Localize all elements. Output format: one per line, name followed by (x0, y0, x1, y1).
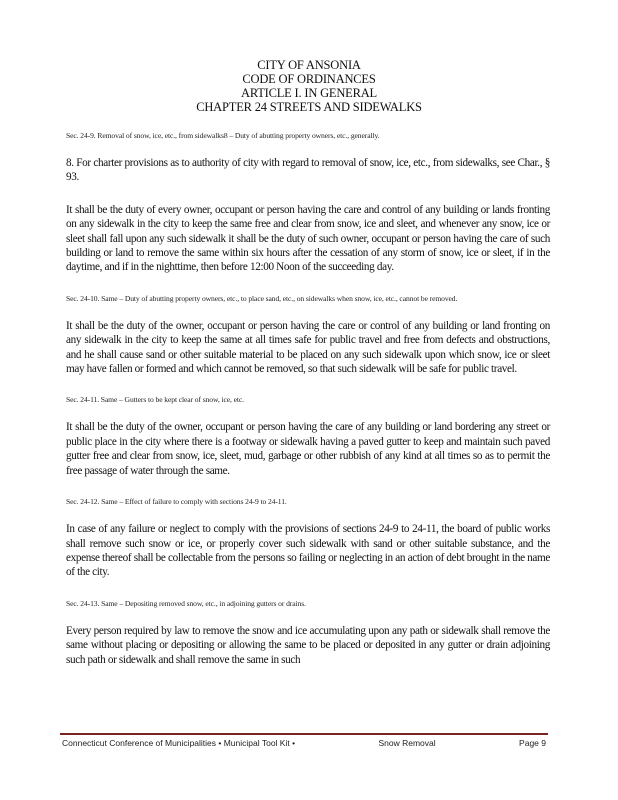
section-heading-24-11: Sec. 24-11. Same – Gutters to be kept clear of snow, ice, etc. (66, 395, 244, 405)
section-heading-24-10: Sec. 24-10. Same – Duty of abutting property owners, etc., to place sand, etc., on sidewalks when snow, ice, etc., cannot be removed. (66, 293, 458, 303)
footer-page-number: Page 9 (519, 738, 546, 748)
footer-rule (60, 733, 548, 735)
body-paragraph-24-10: It shall be the duty of the owner, occupant or person having the care or control of any building or land fronting on any sidewalk in the city to keep the same at all times safe for public travel and free from defects and obstructions, and he shall cause sand or other suitable material to be placed on any such sidewalk upon which snow, ice or sleet may have fallen or formed and which cannot be removed, so that such sidewalk will be safe for public travel. (66, 319, 550, 376)
header-city: CITY OF ANSONIA (257, 58, 361, 72)
body-paragraph-24-12: In case of any failure or neglect to comply with the provisions of sections 24-9 to 24-11, the board of public works shall remove such snow or ice, or properly cover such sidewalk with sand or other suitable substance, and the expense thereof shall be collectable from the persons so failing or neglecting in an action of debt brought in the name of the city. (66, 523, 550, 579)
header-article: ARTICLE I. IN GENERAL (241, 86, 377, 100)
section-heading-24-12: Sec. 24-12. Same – Effect of failure to comply with sections 24-9 to 24-11. (66, 497, 287, 507)
document-header (0, 58, 618, 114)
footer-organization: Connecticut Conference of Municipalities • Municipal Tool Kit • (62, 738, 296, 748)
body-paragraph-24-9: It shall be the duty of every owner, occupant or person having the care and control of any building or lands fronting on any sidewalk in the city to keep the same free and clear from snow, ice and sleet, and whenever any snow, ice or sleet shall fall upon any such sidewalk it shall be the duty of such owner, occupant or person having the care of such building or land to remove the same within six hours after the cessation of any storm of snow, ice or sleet, if in the daytime, and if in the nighttime, then before 12:00 Noon of the succeeding day. (66, 203, 550, 274)
body-paragraph-24-11: It shall be the duty of the owner, occupant or person having the care of any building or land bordering any street or public place in the city where there is a footway or sidewalk having a paved gutter to keep and maintain such paved gutter free and clear from snow, ice, sleet, mud, garbage or other rubbish of any kind at all times so as to permit the free passage of water through the same. (66, 421, 550, 477)
footer-topic: Snow Removal (378, 738, 436, 748)
document-footer (62, 738, 546, 749)
body-paragraph-24-13: Every person required by law to remove the snow and ice accumulating upon any path or sidewalk shall remove the same without placing or depositing or allowing the same to be placed or deposited in any gutter or drain adjoining such path or sidewalk and shall remove the same in such (66, 624, 550, 666)
document-body (66, 130, 550, 685)
section-heading-24-9: Sec. 24-9. Removal of snow, ice, etc., from sidewalks8 – Duty of abutting property owners, etc., generally. (66, 131, 380, 140)
header-code: CODE OF ORDINANCES (242, 72, 376, 86)
section-heading-24-13: Sec. 24-13. Same – Depositing removed snow, etc., in adjoining gutters or drains. (66, 598, 306, 608)
charter-note-paragraph: 8. For charter provisions as to authority of city with regard to removal of snow, ice, etc., from sidewalks, see Char., § 93. (66, 157, 550, 184)
header-chapter: CHAPTER 24 STREETS AND SIDEWALKS (196, 100, 422, 114)
